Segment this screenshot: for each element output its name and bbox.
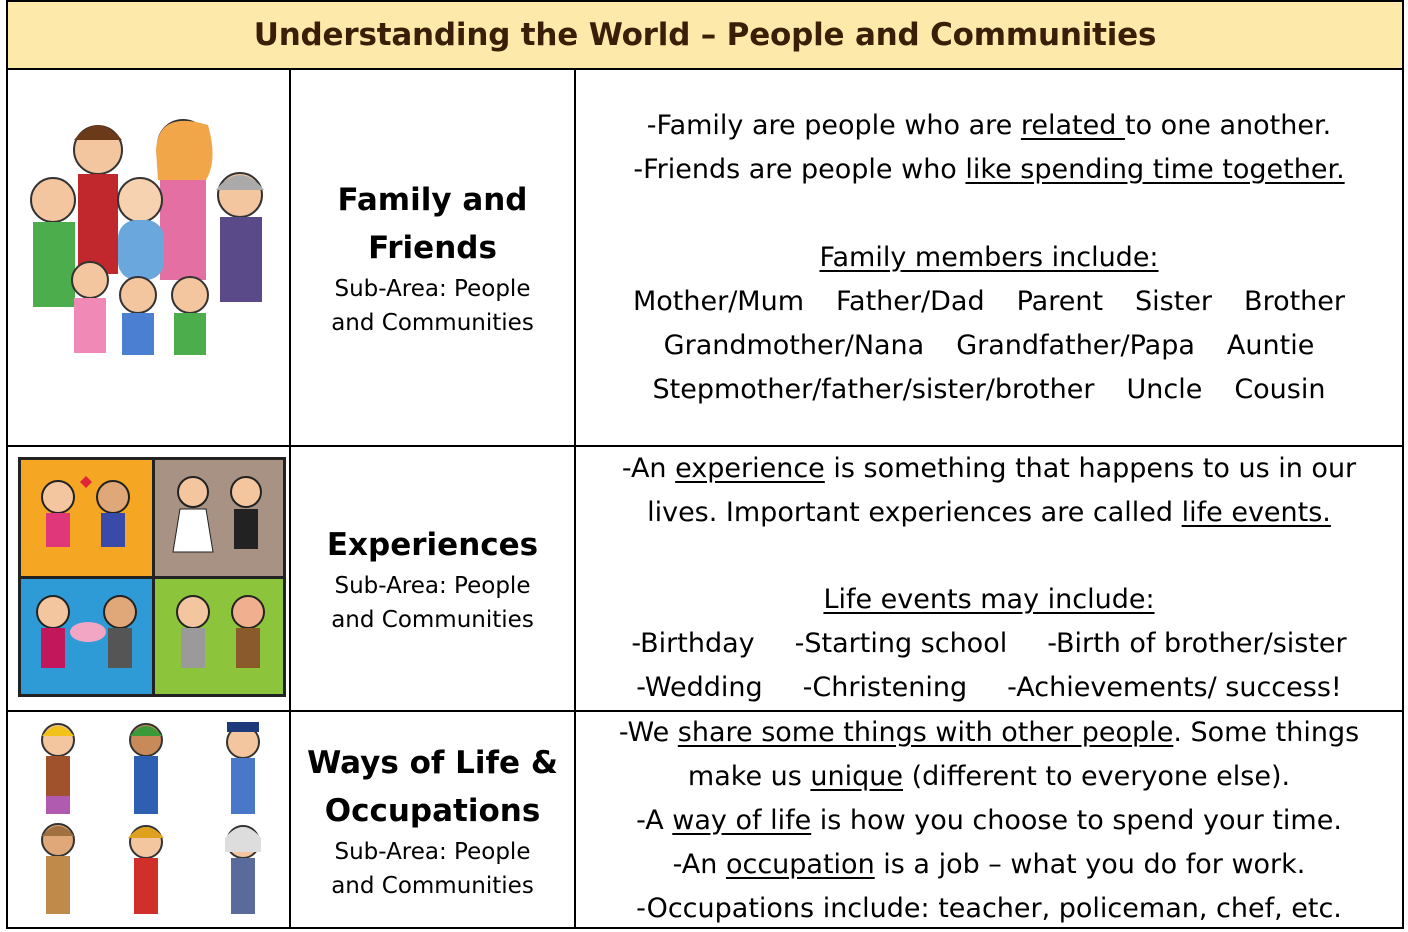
list-heading: Family members include: bbox=[819, 241, 1159, 273]
content-line: -Family are people who are related to one another. bbox=[646, 109, 1332, 141]
page-title: Understanding the World – People and Communities bbox=[253, 17, 1157, 53]
key-term: experience bbox=[675, 453, 825, 484]
row-experiences bbox=[8, 447, 1402, 712]
key-term: occupation bbox=[725, 848, 875, 880]
experiences-content-cell bbox=[576, 447, 1402, 710]
content-line: -Occupations include: teacher, policeman, chef, etc. bbox=[636, 892, 1342, 924]
table-header bbox=[8, 2, 1402, 70]
list-item: -Birthday bbox=[631, 628, 755, 659]
list-item: -Birth of brother/sister bbox=[1047, 628, 1347, 659]
list-item: Mother/Mum bbox=[632, 285, 804, 317]
list-item: Auntie bbox=[1226, 329, 1315, 361]
key-term: life events. bbox=[1181, 497, 1331, 528]
life-events-illustration-icon bbox=[8, 447, 287, 708]
content-line: -An experience is something that happens to us in our bbox=[621, 453, 1357, 484]
topic-title-line2: Friends bbox=[368, 229, 497, 266]
content-line: lives. Important experiences are called life events. bbox=[647, 497, 1331, 528]
list-item: Brother bbox=[1244, 285, 1346, 317]
family-topic-cell bbox=[291, 70, 576, 445]
key-term: unique bbox=[810, 760, 903, 792]
key-term: way of life bbox=[672, 804, 812, 836]
topic-title: Family and bbox=[337, 181, 528, 218]
key-term: related bbox=[1020, 109, 1125, 141]
list-item: Grandmother/Nana bbox=[663, 329, 925, 361]
occupations-illustration-icon bbox=[8, 712, 287, 925]
sub-area-label: Sub-Area: People bbox=[334, 572, 531, 599]
knowledge-organiser-table bbox=[6, 0, 1404, 929]
experiences-image-cell bbox=[8, 447, 291, 710]
occupations-content-cell bbox=[576, 712, 1402, 929]
key-term: like spending time together. bbox=[965, 153, 1345, 185]
experiences-topic-cell bbox=[291, 447, 576, 710]
members-row-2 bbox=[664, 324, 1315, 368]
list-item: -Achievements/ success! bbox=[1007, 672, 1342, 703]
list-item: Cousin bbox=[1234, 373, 1326, 405]
sub-area-label: Sub-Area: People bbox=[334, 838, 531, 865]
row-family-friends bbox=[8, 70, 1402, 447]
occupations-image-cell bbox=[8, 712, 291, 929]
row-ways-of-life bbox=[8, 712, 1402, 929]
list-item: Uncle bbox=[1126, 373, 1203, 405]
members-row-3 bbox=[653, 368, 1326, 412]
family-content-cell bbox=[576, 70, 1402, 445]
topic-title-line2: Occupations bbox=[324, 792, 541, 829]
list-item: -Starting school bbox=[794, 628, 1008, 659]
sub-area-label-line2: and Communities bbox=[331, 872, 534, 899]
members-row-1 bbox=[633, 280, 1345, 324]
topic-title: Ways of Life & bbox=[307, 744, 558, 781]
family-image-cell bbox=[8, 70, 291, 445]
sub-area-label: Sub-Area: People bbox=[334, 275, 531, 302]
content-line: -We share some things with other people. Some things bbox=[618, 716, 1360, 748]
list-item: -Christening bbox=[802, 672, 968, 703]
events-row-2 bbox=[636, 666, 1341, 710]
topic-title: Experiences bbox=[326, 526, 539, 563]
list-item: Grandfather/Papa bbox=[956, 329, 1195, 361]
events-row-1 bbox=[631, 622, 1346, 666]
occupations-topic-cell bbox=[291, 712, 576, 929]
family-illustration-icon bbox=[8, 70, 287, 443]
list-item: Parent bbox=[1016, 285, 1104, 317]
sub-area-label-line2: and Communities bbox=[331, 309, 534, 336]
sub-area-label-line2: and Communities bbox=[331, 606, 534, 633]
list-item: Father/Dad bbox=[836, 285, 985, 317]
content-line: make us unique (different to everyone else). bbox=[687, 760, 1291, 792]
content-line: -A way of life is how you choose to spend your time. bbox=[636, 804, 1342, 836]
content-line: -An occupation is a job – what you do for work. bbox=[672, 848, 1306, 880]
content-line: -Friends are people who like spending time together. bbox=[633, 153, 1345, 185]
list-item: Stepmother/father/sister/brother bbox=[652, 373, 1095, 405]
key-term: share some things with other people bbox=[677, 716, 1174, 748]
list-heading: Life events may include: bbox=[823, 584, 1155, 615]
list-item: Sister bbox=[1135, 285, 1213, 317]
list-item: -Wedding bbox=[636, 672, 763, 703]
